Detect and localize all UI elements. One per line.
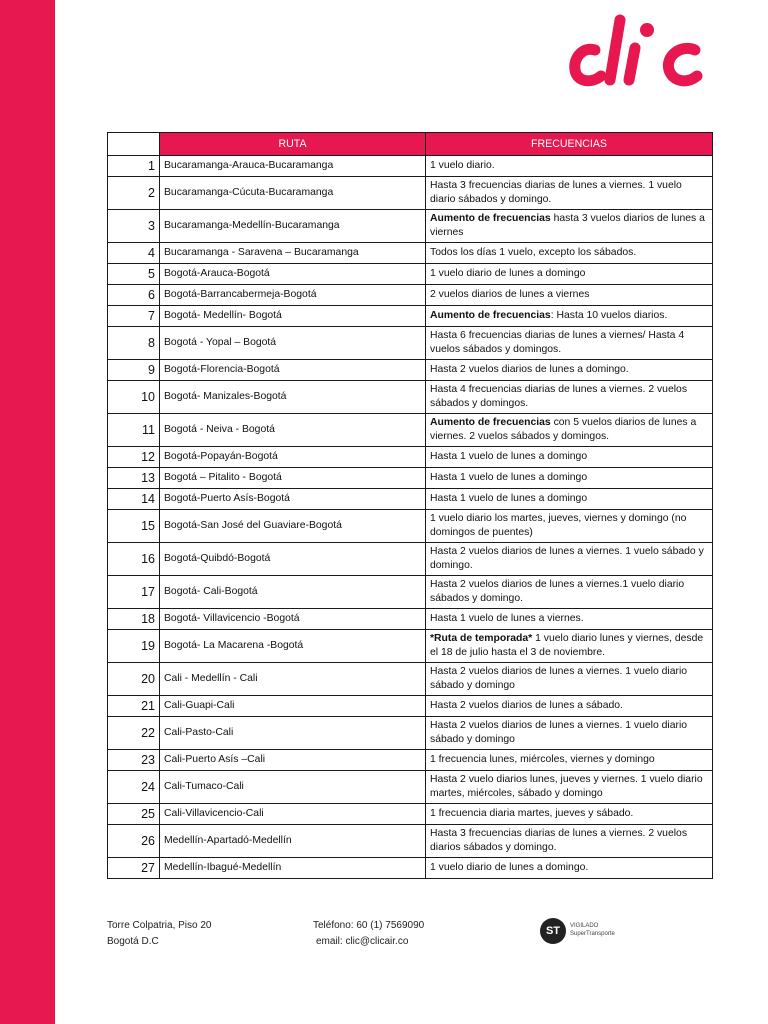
clic-logo xyxy=(565,8,710,94)
row-number: 5 xyxy=(108,264,160,285)
route-cell: Bogotá- Cali-Bogotá xyxy=(160,576,426,609)
route-cell: Bogotá-Arauca-Bogotá xyxy=(160,264,426,285)
frequency-text: Hasta 2 vuelos diarios de lunes a sábado. xyxy=(430,700,623,711)
frequency-cell xyxy=(426,360,713,381)
row-number: 27 xyxy=(108,858,160,879)
frequency-highlight: Aumento de frecuencias xyxy=(430,417,551,428)
frequency-text: 1 vuelo diario de lunes a domingo. xyxy=(430,862,589,873)
email-text: email: clic@clicair.co xyxy=(316,936,409,947)
route-cell: Bogotá – Pitalito - Bogotá xyxy=(160,468,426,489)
frequency-text: Hasta 2 vuelos diarios de lunes a viernes. 1 vuelo diario sábado y domingo xyxy=(430,666,688,691)
route-cell: Bogotá-San José del Guaviare-Bogotá xyxy=(160,510,426,543)
route-cell: Bogotá-Puerto Asís-Bogotá xyxy=(160,489,426,510)
frequency-text: Hasta 4 frecuencias diarias de lunes a viernes. 2 vuelos sábados y domingos. xyxy=(430,384,688,409)
frequency-cell xyxy=(426,243,713,264)
row-number: 13 xyxy=(108,468,160,489)
table-row xyxy=(108,543,713,576)
frequency-highlight: Aumento de frecuencias xyxy=(430,310,551,321)
row-number: 11 xyxy=(108,414,160,447)
route-cell: Cali - Medellín - Cali xyxy=(160,663,426,696)
frequency-cell xyxy=(426,468,713,489)
route-cell: Bogotá - Yopal – Bogotá xyxy=(160,327,426,360)
frequency-cell xyxy=(426,414,713,447)
frequency-cell xyxy=(426,543,713,576)
supertransporte-logo xyxy=(540,918,640,944)
frequency-text: Hasta 2 vuelos diarios de lunes a viernes. 1 vuelo sábado y domingo. xyxy=(430,546,704,571)
table-row xyxy=(108,306,713,327)
frequency-cell xyxy=(426,717,713,750)
header-ruta: RUTA xyxy=(160,133,426,156)
table-row xyxy=(108,327,713,360)
route-cell: Cali-Tumaco-Cali xyxy=(160,771,426,804)
frequency-text: Hasta 2 vuelo diarios lunes, jueves y viernes. 1 vuelo diario martes, miércoles, sábado y domingo xyxy=(430,774,703,799)
frequency-text: Hasta 2 vuelos diarios de lunes a viernes.1 vuelo diario sábados y domingo. xyxy=(430,579,685,604)
row-number: 4 xyxy=(108,243,160,264)
frequency-cell xyxy=(426,858,713,879)
routes-table xyxy=(107,132,713,879)
route-cell: Bogotá- Manizales-Bogotá xyxy=(160,381,426,414)
frequency-text: 1 frecuencia lunes, miércoles, viernes y domingo xyxy=(430,754,655,765)
row-number: 1 xyxy=(108,156,160,177)
row-number: 24 xyxy=(108,771,160,804)
header-blank-cell xyxy=(108,133,160,156)
frequency-cell xyxy=(426,210,713,243)
frequency-text: Hasta 3 frecuencias diarias de lunes a viernes. 2 vuelos diarios sábados y domingo. xyxy=(430,828,688,853)
frequency-cell xyxy=(426,804,713,825)
frequency-cell xyxy=(426,447,713,468)
frequency-text: Hasta 1 vuelo de lunes a domingo xyxy=(430,451,588,462)
row-number: 2 xyxy=(108,177,160,210)
table-row xyxy=(108,381,713,414)
st-badge-icon: ST xyxy=(540,918,566,944)
table-row xyxy=(108,447,713,468)
address-line-1: Torre Colpatria, Piso 20 xyxy=(107,920,212,931)
table-row xyxy=(108,264,713,285)
row-number: 23 xyxy=(108,750,160,771)
table-row xyxy=(108,360,713,381)
route-cell: Medellín-Apartadó-Medellín xyxy=(160,825,426,858)
frequency-text: 1 vuelo diario los martes, jueves, viernes y domingo (no domingos de puentes) xyxy=(430,513,687,538)
table-row xyxy=(108,630,713,663)
row-number: 19 xyxy=(108,630,160,663)
table-row xyxy=(108,285,713,306)
table-row xyxy=(108,576,713,609)
footer-contact xyxy=(313,918,424,950)
row-number: 21 xyxy=(108,696,160,717)
frequency-cell xyxy=(426,609,713,630)
route-cell: Cali-Puerto Asís –Cali xyxy=(160,750,426,771)
frequency-text: Hasta 6 frecuencias diarias de lunes a viernes/ Hasta 4 vuelos sábados y domingos. xyxy=(430,330,685,355)
table-row xyxy=(108,663,713,696)
frequency-text: : Hasta 10 vuelos diarios. xyxy=(550,310,668,321)
routes-table-body xyxy=(108,156,713,879)
route-cell: Bogotá - Neiva - Bogotá xyxy=(160,414,426,447)
table-row xyxy=(108,210,713,243)
route-cell: Bogotá-Florencia-Bogotá xyxy=(160,360,426,381)
table-row xyxy=(108,717,713,750)
st-caption-line-2: SuperTransporte xyxy=(570,931,615,937)
frequency-cell xyxy=(426,285,713,306)
frequency-text: Hasta 1 vuelo de lunes a domingo xyxy=(430,472,588,483)
table-row xyxy=(108,243,713,264)
table-row xyxy=(108,414,713,447)
frequency-cell xyxy=(426,630,713,663)
frequency-text: 1 frecuencia diaria martes, jueves y sábado. xyxy=(430,808,634,819)
frequency-cell xyxy=(426,306,713,327)
frequency-text: Hasta 2 vuelos diarios de lunes a domingo. xyxy=(430,364,629,375)
row-number: 9 xyxy=(108,360,160,381)
route-cell: Medellín-Ibagué-Medellín xyxy=(160,858,426,879)
row-number: 7 xyxy=(108,306,160,327)
table-row xyxy=(108,825,713,858)
frequency-text: Todos los días 1 vuelo, excepto los sábados. xyxy=(430,247,637,258)
row-number: 16 xyxy=(108,543,160,576)
row-number: 15 xyxy=(108,510,160,543)
row-number: 14 xyxy=(108,489,160,510)
header-frecuencias: FRECUENCIAS xyxy=(426,133,713,156)
phone-text: Teléfono: 60 (1) 7569090 xyxy=(313,920,425,931)
frequency-cell xyxy=(426,663,713,696)
st-caption xyxy=(570,922,615,938)
footer-address xyxy=(107,918,212,950)
frequency-cell xyxy=(426,696,713,717)
route-cell: Bogotá-Quibdó-Bogotá xyxy=(160,543,426,576)
route-cell: Cali-Villavicencio-Cali xyxy=(160,804,426,825)
table-row xyxy=(108,858,713,879)
address-line-2: Bogotá D.C xyxy=(107,936,159,947)
row-number: 8 xyxy=(108,327,160,360)
frequency-cell xyxy=(426,750,713,771)
frequency-cell xyxy=(426,825,713,858)
frequency-text: Hasta 1 vuelo de lunes a viernes. xyxy=(430,613,584,624)
row-number: 10 xyxy=(108,381,160,414)
route-cell: Bogotá-Barrancabermeja-Bogotá xyxy=(160,285,426,306)
frequency-cell xyxy=(426,327,713,360)
table-header-row xyxy=(108,133,713,156)
route-cell: Cali-Pasto-Cali xyxy=(160,717,426,750)
table-row xyxy=(108,804,713,825)
row-number: 6 xyxy=(108,285,160,306)
frequency-text: 1 vuelo diario. xyxy=(430,160,495,171)
frequency-cell xyxy=(426,264,713,285)
table-row xyxy=(108,609,713,630)
frequency-cell xyxy=(426,576,713,609)
table-row xyxy=(108,156,713,177)
table-row xyxy=(108,177,713,210)
frequency-text: 2 vuelos diarios de lunes a viernes xyxy=(430,289,590,300)
route-cell: Bogotá- Villavicencio -Bogotá xyxy=(160,609,426,630)
frequency-text: con 5 vuelos diarios de lunes a viernes. 2 vuelos sábados y domingos. xyxy=(430,417,697,442)
frequency-text: Hasta 1 vuelo de lunes a domingo xyxy=(430,493,588,504)
route-cell: Bogotá- La Macarena -Bogotá xyxy=(160,630,426,663)
frequency-text: hasta 3 vuelos diarios de lunes a viernes xyxy=(430,213,705,238)
row-number: 22 xyxy=(108,717,160,750)
route-cell: Bogotá-Popayán-Bogotá xyxy=(160,447,426,468)
table-row xyxy=(108,696,713,717)
frequency-text: Hasta 2 vuelos diarios de lunes a viernes. 1 vuelo diario sábado y domingo xyxy=(430,720,688,745)
frequency-cell xyxy=(426,156,713,177)
row-number: 17 xyxy=(108,576,160,609)
row-number: 20 xyxy=(108,663,160,696)
table-row xyxy=(108,489,713,510)
frequency-text: 1 vuelo diario lunes y viernes, desde el 18 de julio hasta el 3 de noviembre. xyxy=(430,633,704,658)
frequency-text: Hasta 3 frecuencias diarias de lunes a viernes. 1 vuelo diario sábados y domingo. xyxy=(430,180,682,205)
frequency-cell xyxy=(426,177,713,210)
route-cell: Bucaramanga-Cúcuta-Bucaramanga xyxy=(160,177,426,210)
row-number: 25 xyxy=(108,804,160,825)
frequency-text: 1 vuelo diario de lunes a domingo xyxy=(430,268,586,279)
route-cell: Bucaramanga-Arauca-Bucaramanga xyxy=(160,156,426,177)
frequency-cell xyxy=(426,381,713,414)
frequency-highlight: *Ruta de temporada* xyxy=(430,633,533,644)
frequency-cell xyxy=(426,771,713,804)
table-row xyxy=(108,750,713,771)
frequency-cell xyxy=(426,510,713,543)
row-number: 18 xyxy=(108,609,160,630)
row-number: 26 xyxy=(108,825,160,858)
table-row xyxy=(108,771,713,804)
route-cell: Bogotá- Medellín- Bogotá xyxy=(160,306,426,327)
frequency-cell xyxy=(426,489,713,510)
st-caption-line-1: VIGILADO xyxy=(570,923,599,929)
table-row xyxy=(108,510,713,543)
row-number: 3 xyxy=(108,210,160,243)
route-cell: Bucaramanga - Saravena – Bucaramanga xyxy=(160,243,426,264)
row-number: 12 xyxy=(108,447,160,468)
frequency-highlight: Aumento de frecuencias xyxy=(430,213,551,224)
route-cell: Cali-Guapi-Cali xyxy=(160,696,426,717)
table-row xyxy=(108,468,713,489)
route-cell: Bucaramanga-Medellín-Bucaramanga xyxy=(160,210,426,243)
side-accent-bar xyxy=(0,0,55,1024)
